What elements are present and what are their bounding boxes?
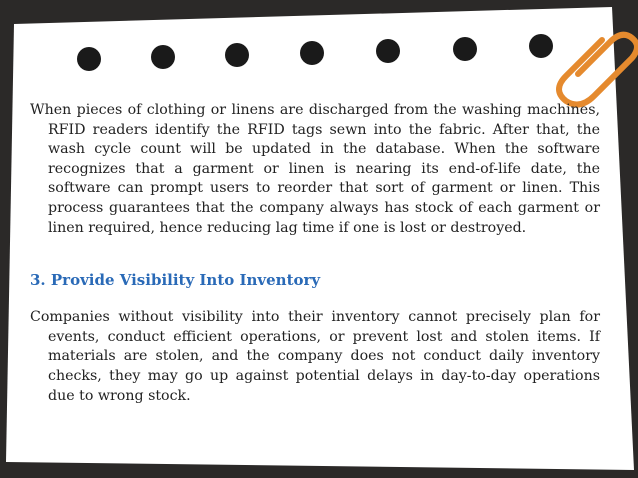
paragraph-rfid: When pieces of clothing or linens are discharged from the washing machines, RFID readers identify the RFID tags sewn into the fabric. After that, the wash cycle count will be updated in the database. When the software recognizes that a garment or linen is nearing its end-of-life date, the software can prompt users to reorder that sort of garment or linen. This process guarantees that the company always has stock of each garment or linen required, hence reducing lag time if one is lost or destroyed. <box>30 102 600 236</box>
slide-content <box>30 101 600 406</box>
paragraph-visibility: Companies without visibility into their inventory cannot precisely plan for events, conduct efficient operations, or prevent lost and stolen items. If materials are stolen, and the company does not conduct daily inventory checks, they may go up against potential delays in day-to-day operations due to wrong stock. <box>30 309 600 404</box>
section-heading: 3. Provide Visibility Into Inventory <box>30 271 321 290</box>
